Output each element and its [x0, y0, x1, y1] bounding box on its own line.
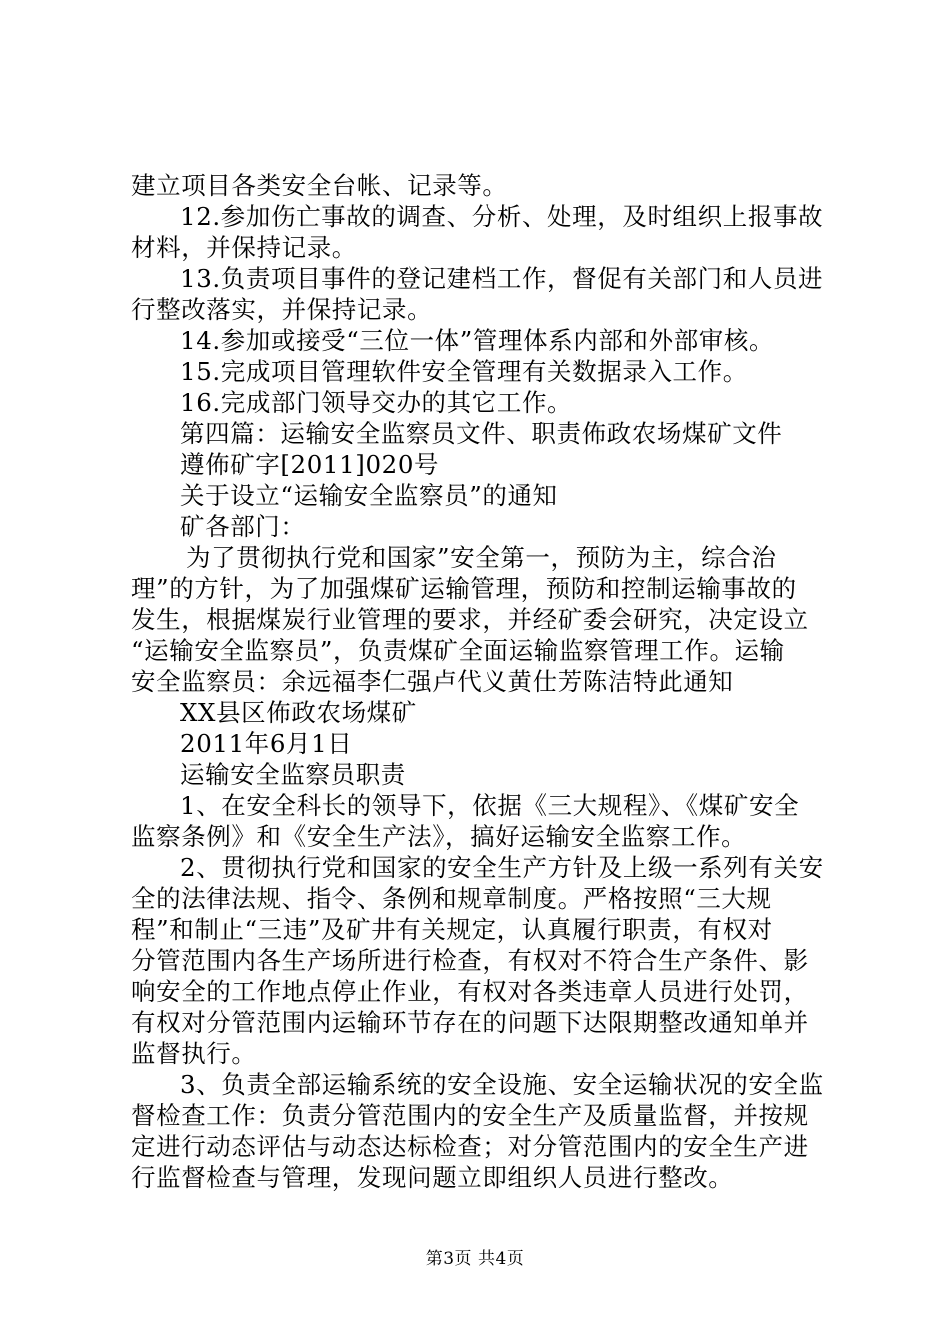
- text-line: 监督执行。: [131, 1039, 257, 1068]
- issuer: XX县区佈政农场煤矿: [180, 698, 417, 727]
- text-line: 2、贯彻执行党和国家的安全生产方针及上级一系列有关安: [180, 853, 824, 882]
- text-line: 安全监察员：余远福李仁强卢代义黄仕芳陈洁特此通知: [131, 667, 734, 696]
- text-line: 14.参加或接受“三位一体”管理体系内部和外部审核。: [180, 326, 775, 355]
- text-line: 12.参加伤亡事故的调查、分析、处理，及时组织上报事故: [180, 202, 824, 231]
- document-number: 遵佈矿字[2011]020号: [180, 450, 440, 479]
- text-line: 全的法律法规、指令、条例和规章制度。严格按照“三大规: [131, 884, 772, 913]
- text-line: 分管范围内各生产场所进行检查，有权对不符合生产条件、影: [131, 946, 809, 975]
- text-line: 监察条例》和《安全生产法》，搞好运输安全监察工作。: [131, 822, 747, 851]
- text-line: 定进行动态评估与动态达标检查；对分管范围内的安全生产进: [131, 1132, 809, 1161]
- addressee: 矿各部门：: [180, 512, 306, 541]
- page-number-footer: 第3页 共4页: [425, 1249, 525, 1269]
- notice-title: 关于设立“运输安全监察员”的通知: [180, 481, 558, 510]
- text-line: 材料，并保持记录。: [131, 233, 357, 262]
- text-line: 行监督检查与管理，发现问题立即组织人员进行整改。: [131, 1163, 734, 1192]
- text-line: 16.完成部门领导交办的其它工作。: [180, 388, 573, 417]
- document-body: [131, 170, 831, 1193]
- text-line: 15.完成项目管理软件安全管理有关数据录入工作。: [180, 357, 748, 386]
- text-line: 响安全的工作地点停止作业，有权对各类违章人员进行处罚，: [131, 977, 809, 1006]
- issue-date: 2011年6月1日: [180, 729, 353, 758]
- section-heading: 第四篇：运输安全监察员文件、职责佈政农场煤矿文件: [180, 419, 783, 448]
- text-line: 理”的方针，为了加强煤矿运输管理，预防和控制运输事故的: [131, 574, 797, 603]
- text-line: 建立项目各类安全台帐、记录等。: [131, 171, 508, 200]
- text-line: 行整改落实，并保持记录。: [131, 295, 433, 324]
- text-line: 督检查工作：负责分管范围内的安全生产及质量监督，并按规: [131, 1101, 809, 1130]
- subsection-heading: 运输安全监察员职责: [180, 760, 406, 789]
- text-line: 13.负责项目事件的登记建档工作，督促有关部门和人员进: [180, 264, 824, 293]
- text-line: 3、负责全部运输系统的安全设施、安全运输状况的安全监: [180, 1070, 824, 1099]
- text-line: 有权对分管范围内运输环节存在的问题下达限期整改通知单并: [131, 1008, 809, 1037]
- text-line: 1、在安全科长的领导下，依据《三大规程》、《煤矿安全: [180, 791, 800, 820]
- text-line: 为了贯彻执行党和国家”安全第一，预防为主，综合治: [186, 543, 777, 572]
- text-line: 发生，根据煤炭行业管理的要求，并经矿委会研究，决定设立: [131, 605, 809, 634]
- text-line: 程”和制止“三违”及矿井有关规定，认真履行职责，有权对: [131, 915, 773, 944]
- text-line: “运输安全监察员”，负责煤矿全面运输监察管理工作。运输: [131, 636, 785, 665]
